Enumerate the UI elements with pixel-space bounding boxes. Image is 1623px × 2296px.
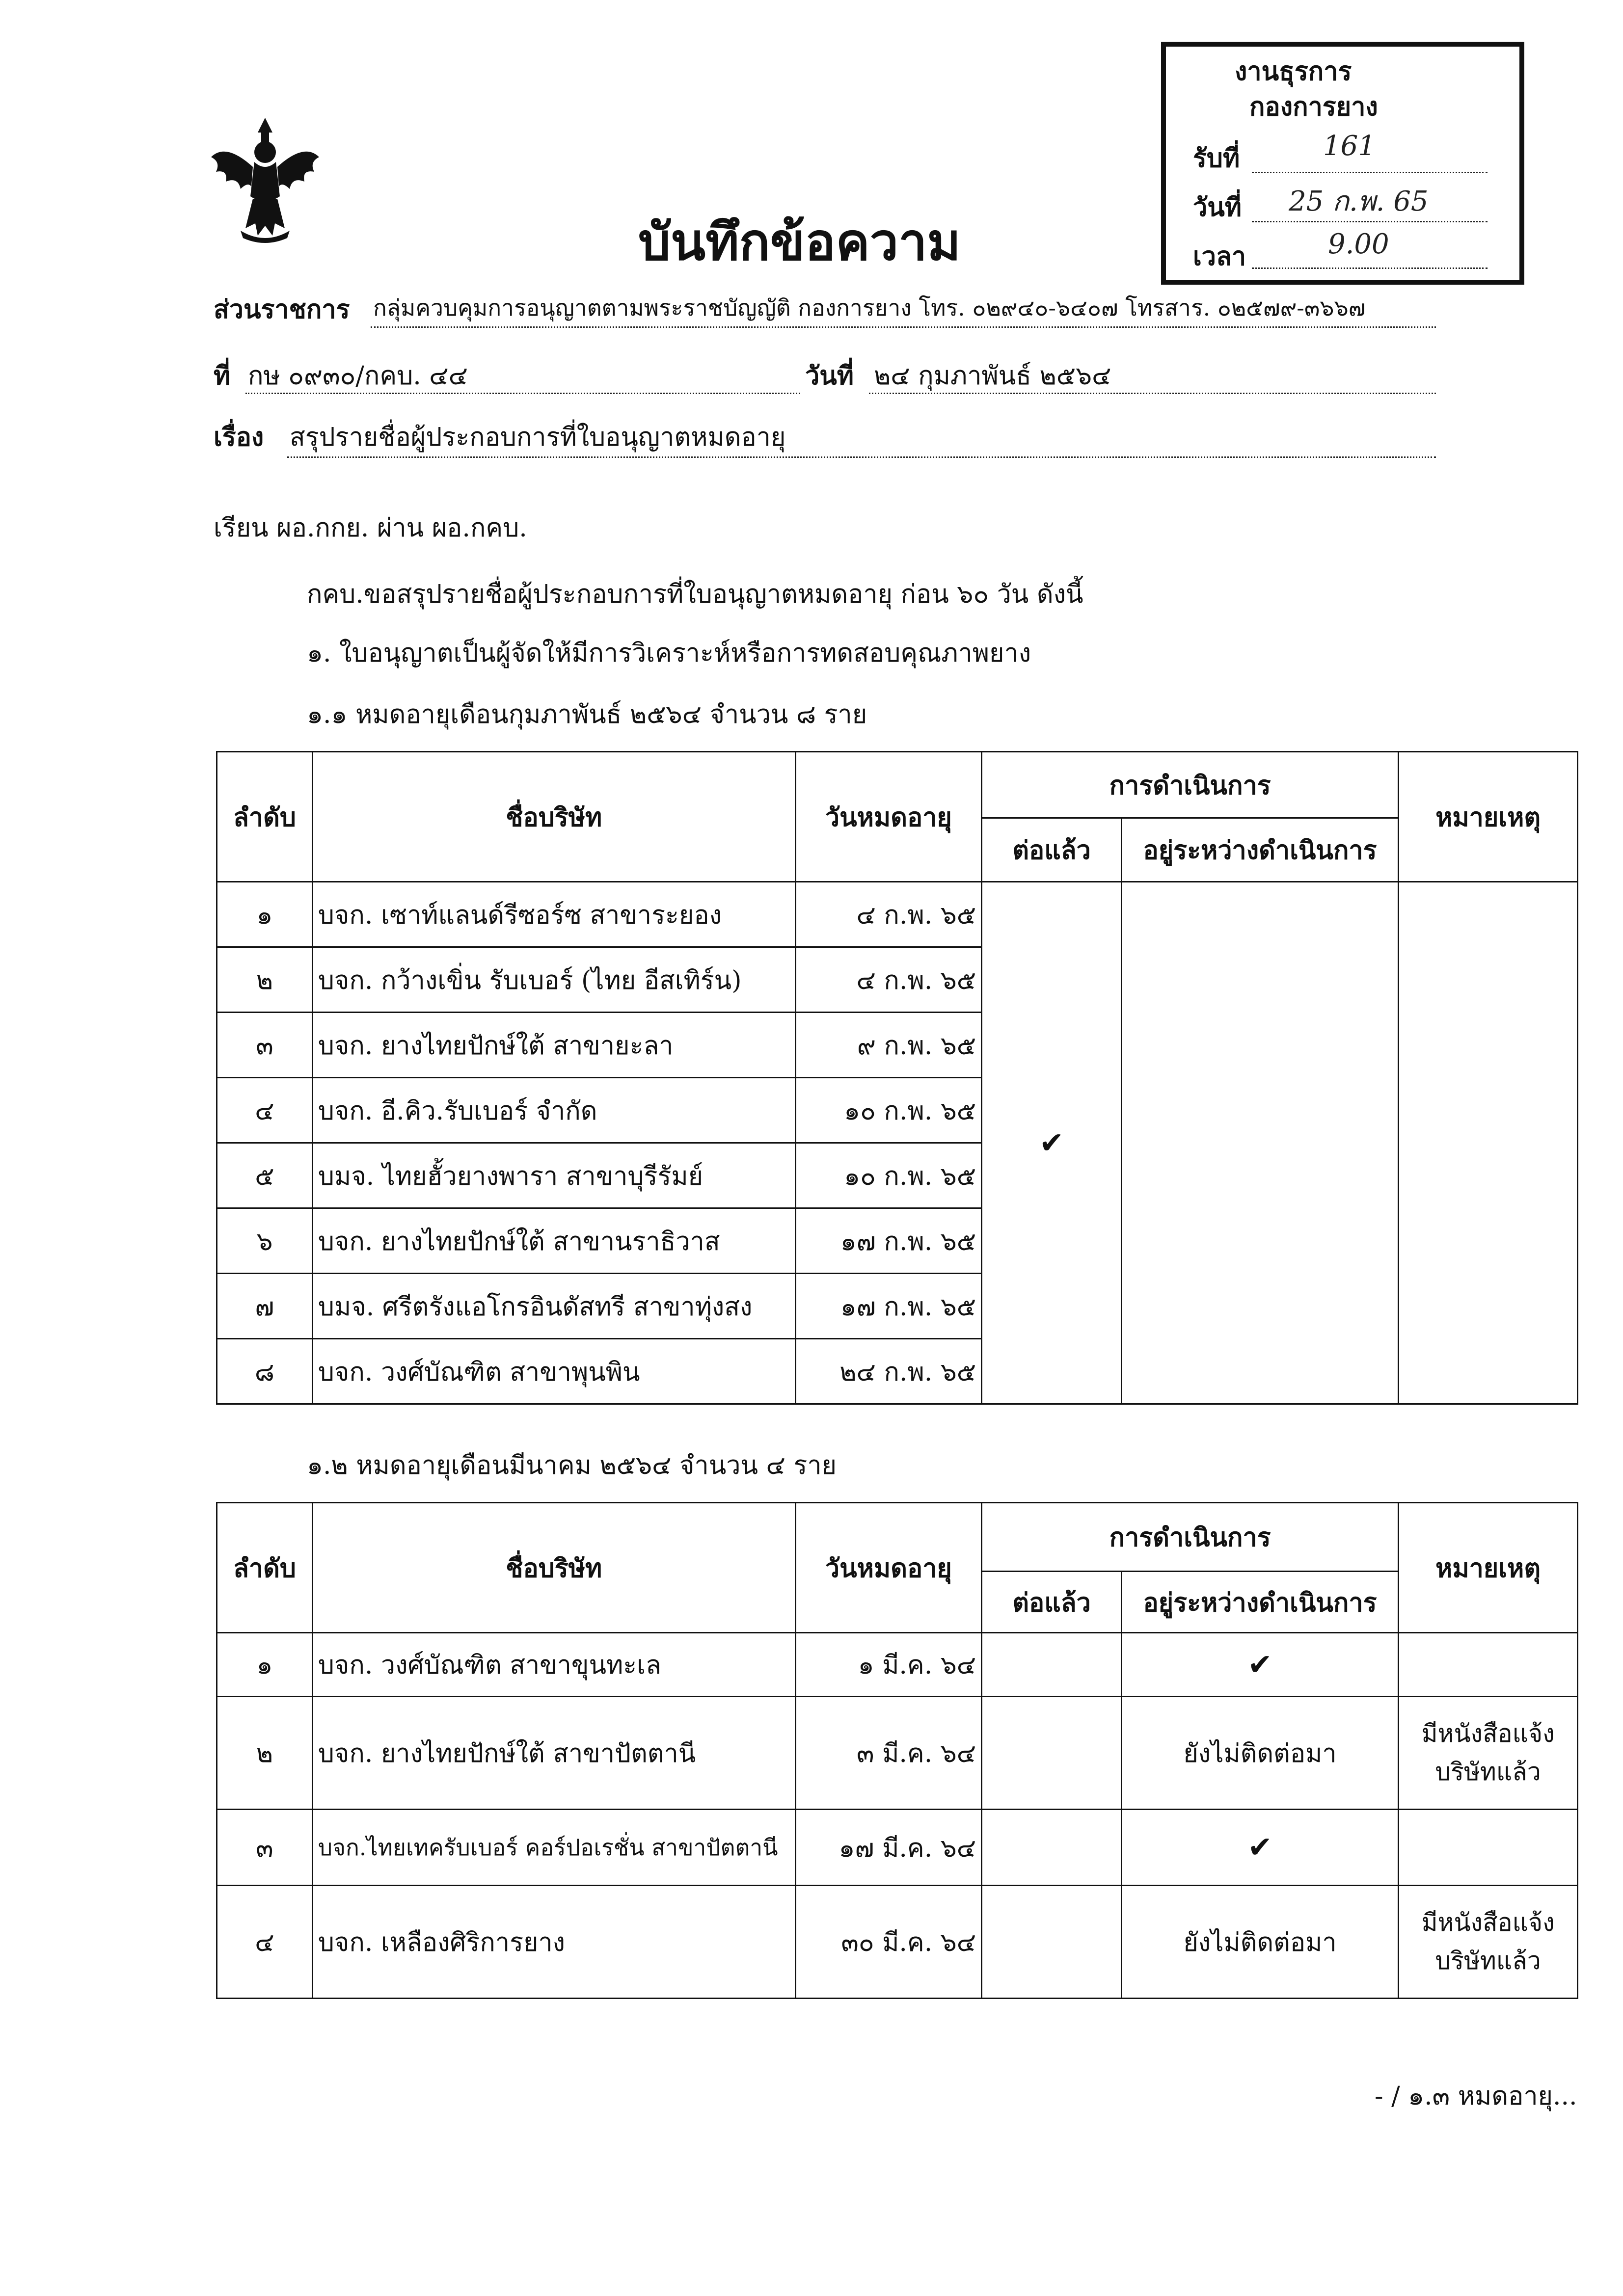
stamp-date-label: วันที่: [1193, 192, 1242, 222]
row-expiry: ๑ มี.ค. ๖๔: [795, 1633, 982, 1697]
row-no: ๒: [217, 947, 313, 1013]
row-company: บจก. ยางไทยปักษ์ใต้ สาขานราธิวาส: [312, 1208, 795, 1274]
row-expiry: ๓๐ มี.ค. ๖๔: [795, 1886, 982, 1999]
row-company: บจก. เซาท์แลนด์รีซอร์ซ สาขาระยอง: [312, 882, 795, 947]
item-1: ๑. ใบอนุญาตเป็นผู้จัดให้มีการวิเคราะห์หรือการทดสอบคุณภาพยาง: [307, 639, 1031, 668]
stamp-receipt-label: รับที่: [1193, 143, 1240, 173]
row-no: ๖: [217, 1208, 313, 1274]
row-company: บจก. วงศ์บัณฑิต สาขาขุนทะเล: [312, 1633, 795, 1697]
row-remark: [1399, 1697, 1578, 1810]
stamp-division: กองการยาง: [1249, 92, 1378, 122]
row-no: ๒: [217, 1697, 313, 1810]
row-no: ๔: [217, 1078, 313, 1143]
intro-paragraph: กคบ.ขอสรุปรายชื่อผู้ประกอบการที่ใบอนุญาตหมดอายุ ก่อน ๖๐ วัน ดังนี้: [307, 580, 1083, 609]
row-in-progress: ยังไม่ติดต่อมา: [1121, 1697, 1398, 1810]
remark-line-2: บริษัทแล้ว: [1435, 1946, 1541, 1975]
header-done: ต่อแล้ว: [982, 1572, 1122, 1633]
remark-cell: [1399, 882, 1578, 1404]
in-progress-check-icon: ✔: [1121, 1633, 1398, 1697]
row-no: ๕: [217, 1143, 313, 1208]
ref-label: ที่: [214, 361, 231, 391]
date-label: วันที่: [805, 361, 854, 391]
section-1-1-heading: ๑.๑ หมดอายุเดือนกุมภาพันธ์ ๒๕๖๔ จำนวน ๘ ราย: [307, 700, 867, 729]
row-expiry: ๑๗ ก.พ. ๖๕: [795, 1208, 982, 1274]
row-company: บจก. ยางไทยปักษ์ใต้ สาขาปัตตานี: [312, 1697, 795, 1810]
header-no: ลำดับ: [217, 1503, 313, 1633]
done-check-icon: ✔: [982, 882, 1122, 1404]
remark-line-2: บริษัทแล้ว: [1435, 1757, 1541, 1786]
header-no: ลำดับ: [217, 752, 313, 882]
header-expiry: วันหมดอายุ: [795, 1503, 982, 1633]
row-remark: [1399, 1810, 1578, 1886]
in-progress-check-icon: ✔: [1121, 1810, 1398, 1886]
row-done: [982, 1886, 1122, 1999]
row-no: ๘: [217, 1339, 313, 1404]
row-remark: [1399, 1886, 1578, 1999]
receipt-stamp: [1161, 42, 1524, 285]
row-no: ๗: [217, 1274, 313, 1339]
row-expiry: ๑๗ มี.ค. ๖๔: [795, 1810, 982, 1886]
subject-value: สรุปรายชื่อผู้ประกอบการที่ใบอนุญาตหมดอายุ: [290, 423, 786, 452]
row-expiry: ๔ ก.พ. ๖๕: [795, 947, 982, 1013]
row-company: บจก.ไทยเทครับเบอร์ คอร์ปอเรชั่น สาขาปัตตานี: [312, 1810, 795, 1886]
row-company: บมจ. ศรีตรังแอโกรอินดัสทรี สาขาทุ่งสง: [312, 1274, 795, 1339]
subject-label: เรื่อง: [214, 422, 264, 452]
header-remark: หมายเหตุ: [1399, 1503, 1578, 1633]
row-no: ๓: [217, 1013, 313, 1078]
row-no: ๑: [217, 882, 313, 947]
row-remark: [1399, 1633, 1578, 1697]
header-action: การดำเนินการ: [982, 752, 1399, 818]
remark-line-1: มีหนังสือแจ้ง: [1421, 1908, 1555, 1937]
table-row: [217, 1633, 1578, 1697]
in-progress-cell: [1121, 882, 1398, 1404]
table-row: [217, 1697, 1578, 1810]
agency-value: กลุ่มควบคุมการอนุญาตตามพระราชบัญญัติ กองการยาง โทร. ๐๒๙๔๐-๖๔๐๗ โทรสาร. ๐๒๕๗๙-๓๖๖๗: [373, 294, 1366, 321]
row-done: [982, 1810, 1122, 1886]
date-value: ๒๔ กุมภาพันธ์ ๒๕๖๔: [874, 361, 1111, 391]
header-done: ต่อแล้ว: [982, 818, 1122, 882]
header-action: การดำเนินการ: [982, 1503, 1399, 1572]
garuda-emblem-icon: [206, 113, 324, 245]
row-expiry: ๙ ก.พ. ๖๕: [795, 1013, 982, 1078]
salutation: เรียน ผอ.กกย. ผ่าน ผอ.กคบ.: [214, 513, 527, 543]
row-expiry: ๑๐ ก.พ. ๖๕: [795, 1143, 982, 1208]
stamp-office: งานธุรการ: [1235, 56, 1352, 86]
row-expiry: ๑๐ ก.พ. ๖๕: [795, 1078, 982, 1143]
header-company: ชื่อบริษัท: [312, 752, 795, 882]
row-expiry: ๓ มี.ค. ๖๔: [795, 1697, 982, 1810]
row-company: บจก. กว้างเขิ่น รับเบอร์ (ไทย อีสเทิร์น): [312, 947, 795, 1013]
row-company: บจก. อี.คิว.รับเบอร์ จำกัด: [312, 1078, 795, 1143]
stamp-time-value: 9.00: [1328, 228, 1389, 260]
header-company: ชื่อบริษัท: [312, 1503, 795, 1633]
header-in-progress: อยู่ระหว่างดำเนินการ: [1121, 1572, 1398, 1633]
row-company: บมจ. ไทยฮั้วยางพารา สาขาบุรีรัมย์: [312, 1143, 795, 1208]
table-row: [217, 882, 1578, 947]
row-expiry: ๑๗ ก.พ. ๖๕: [795, 1274, 982, 1339]
row-no: ๓: [217, 1810, 313, 1886]
stamp-date-value: 25 ก.พ. 65: [1289, 186, 1429, 217]
page-title: บันทึกข้อความ: [638, 212, 961, 272]
table-march: [216, 1502, 1578, 1999]
stamp-time-label: เวลา: [1193, 241, 1246, 271]
row-no: ๑: [217, 1633, 313, 1697]
stamp-receipt-value: 161: [1323, 130, 1376, 162]
remark-line-1: มีหนังสือแจ้ง: [1421, 1719, 1555, 1748]
agency-label: ส่วนราชการ: [214, 294, 350, 324]
table-row: [217, 1886, 1578, 1999]
header-expiry: วันหมดอายุ: [795, 752, 982, 882]
row-company: บจก. ยางไทยปักษ์ใต้ สาขายะลา: [312, 1013, 795, 1078]
row-expiry: ๔ ก.พ. ๖๕: [795, 882, 982, 947]
row-done: [982, 1697, 1122, 1810]
row-no: ๔: [217, 1886, 313, 1999]
table-february: [216, 751, 1578, 1405]
row-done: [982, 1633, 1122, 1697]
header-in-progress: อยู่ระหว่างดำเนินการ: [1121, 818, 1398, 882]
header-remark: หมายเหตุ: [1399, 752, 1578, 882]
row-expiry: ๒๔ ก.พ. ๖๕: [795, 1339, 982, 1404]
section-1-2-heading: ๑.๒ หมดอายุเดือนมีนาคม ๒๕๖๔ จำนวน ๔ ราย: [307, 1451, 837, 1480]
row-company: บจก. เหลืองศิริการยาง: [312, 1886, 795, 1999]
row-in-progress: ยังไม่ติดต่อมา: [1121, 1886, 1398, 1999]
table-row: [217, 1810, 1578, 1886]
ref-value: กษ ๐๙๓๐/กคบ. ๔๔: [248, 361, 468, 391]
continuation-footer: - / ๑.๓ หมดอายุ...: [1375, 2082, 1577, 2111]
row-company: บจก. วงศ์บัณฑิต สาขาพุนพิน: [312, 1339, 795, 1404]
